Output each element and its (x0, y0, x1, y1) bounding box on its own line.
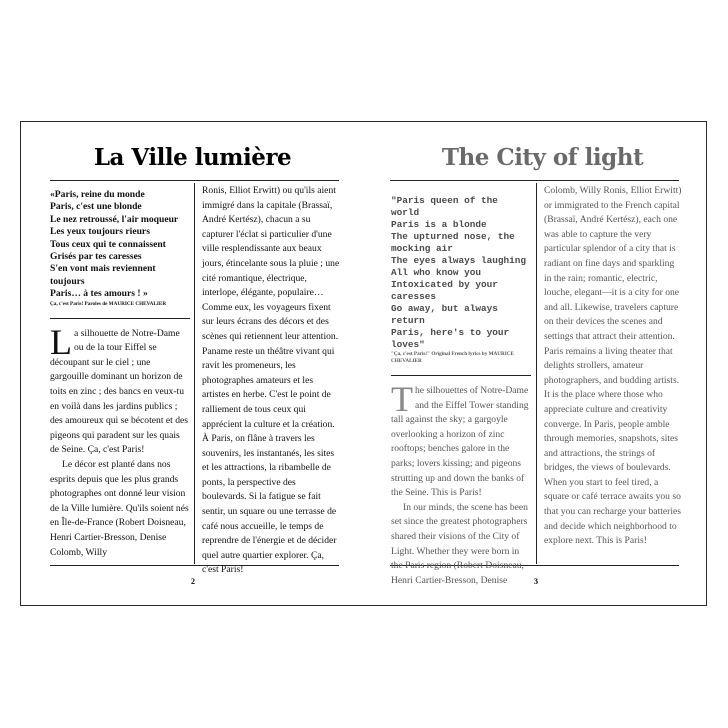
lyric-line: All who know you (391, 267, 482, 278)
left-lyrics (50, 189, 190, 308)
dropcap: T (391, 379, 413, 419)
lyrics-credit: "Ça, c'est Paris!" Original French lyrics by MAURICE CHEVALIER (391, 351, 514, 364)
lyric-line: "Paris queen of the world (391, 195, 498, 218)
right-paragraph-1: The silhouettes of Notre-Dame and the Eiffel Tower standing tall against the sky; a gargoyle overlooking a horizon of zinc rooftops; benches galore in the parks; lovers kissing; and pigeons strutting up and down the banks of the Seine. This is Paris! (391, 379, 529, 499)
lyrics-credit: Ça, c'est Paris! Paroles de MAURICE CHEVALIER (50, 300, 167, 307)
left-column-2 (202, 184, 341, 578)
left-paragraph-1: La silhouette de Notre-Dame ou de la tour Eiffel se découpant sur le ciel ; une gargouille dominant un horizon de toits en zinc ; des bancs en veux-tu en voilà dans les jardins publics ; des amoureux qui se bécotent et des pigeons qui paradent sur les quais de Seine. Ça, c'est Paris! (50, 321, 188, 456)
lyric-line: Paris, c'est une blonde (50, 201, 142, 213)
right-page-title: The City of light (441, 144, 644, 171)
left-column-1 (50, 189, 190, 560)
lyric-line: Tous ceux qui te connaissent (50, 238, 166, 250)
lyric-line: Le nez retroussé, l'air moqueur (50, 213, 179, 225)
lyric-line: Intoxicated by your caresses (391, 279, 498, 302)
left-lyrics-rule (50, 318, 190, 319)
lyric-line: toujours (50, 275, 85, 287)
right-paragraph-3: Colomb, Willy Ronis, Elliot Erwitt) or immigrated to the French capital (Brassaï, André Kertész), each one was able to capture the very particular splendor of a city that is radiant on fine days and sparkling in the rain; romantic, electric, louche, elegant—it is a city for one and all. Likewise, travelers capture on their devices the scenes and settings that attract their attention. Paris remains a living theater that delights strollers, amateur photographers, and budding artists. It is the place where those who appreciate culture and creativity converge. In Paris, people amble through memories, snapshots, sites and attractions, the strings of bridges, the views of boulevards. When you start to feel tired, a square or café terrace awaits you so that you can recharge your batteries and decide which neighborhood to explore next. This is Paris! (544, 185, 682, 547)
lyric-line: Les yeux toujours rieurs (50, 226, 150, 238)
lyric-line: Paris, here's to your loves" (391, 327, 510, 350)
right-title-rule (390, 180, 679, 181)
right-lyrics (391, 195, 531, 365)
lyric-line: mocking air (391, 243, 453, 254)
lyric-line: The upturned nose, the (391, 231, 515, 242)
left-paragraph-2: Le décor est planté dans nos esprits depuis que les plus grands photographes ont donné leur vision de la Ville lumière. Qu'ils soient nés en Île-de-France (Robert Doisneau, Henri Cartier-Bresson, Denise Colomb, Willy (50, 459, 189, 558)
left-column-divider (194, 183, 195, 564)
page-number-right: 3 (534, 577, 538, 586)
left-paragraph-3: Ronis, Elliot Erwitt) ou qu'ils aient immigré dans la capitale (Brassaï, André Kertész), chacun a su capturer l'éclat si particulier d'une ville resplendissante aux beaux jours, étincelante sous la pluie ; une cité romantique, électrique, interlope, élégante, populaire… Comme eux, les voyageurs fixent sur leurs écrans des décors et des scènes qui retiennent leur attention. Paname reste un théâtre vivant qui ravit les promeneurs, les photographes amateurs et les artistes en herbe. C'est le point de ralliement de tous ceux qui apprécient la culture et la création. À Paris, on flâne à travers les souvenirs, les instantanés, les sites et les attractions, la ribambelle de ponts, la perspective des boulevards. Si la fatigue se fait sentir, un square ou une terrasse de café nous accueille, le temps de reprendre de l'énergie et de décider quel autre quartier explorer. Ça, c'est Paris! (202, 185, 340, 576)
right-paragraph-2: In our minds, the scene has been set since the greatest photographers shared their visions of the City of Light. Whether they were born in the Paris region (Robert Doisneau, Henri Cartier-Bresson, Denise (391, 501, 528, 586)
right-column-divider (536, 183, 537, 564)
dropcap: L (50, 321, 72, 362)
left-page (21, 122, 364, 605)
right-lyrics-rule (391, 375, 531, 376)
right-column-1 (391, 195, 531, 588)
left-page-title: La Ville lumière (93, 144, 292, 171)
left-title-rule (50, 180, 339, 181)
page-number-left: 2 (191, 577, 195, 586)
lyric-line: Paris… à tes amours ! » (50, 288, 148, 300)
lyric-line: Paris is a blonde (391, 219, 487, 230)
lyric-line: S'en vont mais reviennent (50, 263, 156, 275)
right-column-2 (544, 184, 684, 549)
book-spread (20, 121, 707, 606)
lyric-line: The eyes always laughing (391, 255, 527, 266)
right-page (364, 122, 707, 605)
lyric-line: «Paris, reine du monde (50, 189, 145, 200)
lyric-line: Grisés par tes caresses (50, 251, 142, 263)
lyric-line: Go away, but always return (391, 303, 498, 326)
